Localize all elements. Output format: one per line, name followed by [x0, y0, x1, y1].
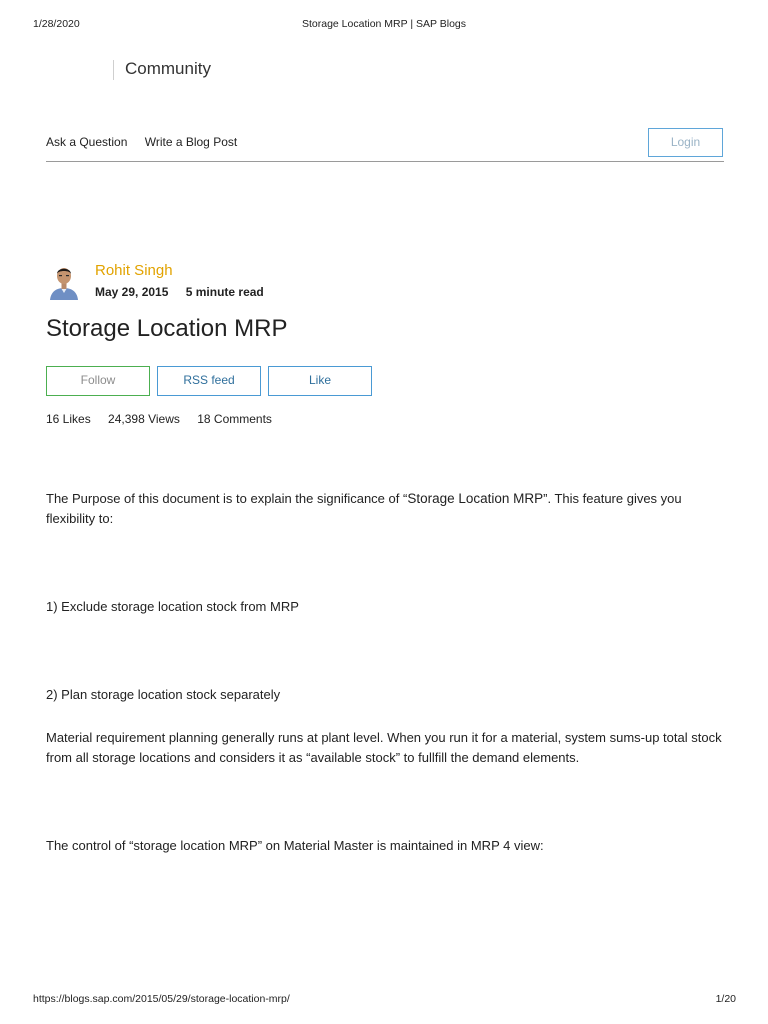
- post-meta: [95, 285, 278, 299]
- follow-button[interactable]: Follow: [46, 366, 150, 396]
- paragraph-purpose: [46, 489, 726, 529]
- top-nav: [46, 135, 251, 149]
- paragraph-plan: 2) Plan storage location stock separately: [46, 687, 281, 702]
- paragraph-exclude: 1) Exclude storage location stock from MRP: [46, 599, 299, 614]
- avatar-image: [46, 262, 82, 300]
- comments-count[interactable]: 18 Comments: [197, 412, 272, 426]
- author-name[interactable]: Rohit Singh: [95, 262, 173, 279]
- post-stats: [46, 412, 286, 426]
- post-title: Storage Location MRP: [46, 315, 288, 342]
- print-page-title: Storage Location MRP | SAP Blogs: [301, 18, 467, 30]
- write-blog-post-link[interactable]: Write a Blog Post: [144, 135, 238, 149]
- purpose-text-start: The Purpose of this document is to explain the significance of “: [46, 491, 408, 506]
- rss-feed-button[interactable]: RSS feed: [157, 366, 261, 396]
- brand-divider: [113, 60, 114, 80]
- ask-question-link[interactable]: Ask a Question: [46, 135, 128, 149]
- community-brand[interactable]: Community: [125, 59, 211, 78]
- paragraph-mrp4-view: The control of “storage location MRP” on Material Master is maintained in MRP 4 view:: [46, 838, 544, 853]
- nav-divider: [46, 161, 724, 162]
- read-time: 5 minute read: [185, 285, 264, 299]
- paragraph-mrp-explanation: Material requirement planning generally runs at plant level. When you run it for a material, system sums-up total stock from all storage locations and considers it as “available stock” to fullfill the demand elements.: [46, 730, 722, 765]
- print-page-number: 1/20: [715, 993, 736, 1005]
- like-button[interactable]: Like: [268, 366, 372, 396]
- purpose-text-end: ”. This feature gives you flexibility to:: [46, 491, 682, 526]
- views-count: 24,398 Views: [108, 412, 180, 426]
- likes-count: 16 Likes: [46, 412, 91, 426]
- print-url: https://blogs.sap.com/2015/05/29/storage-location-mrp/: [33, 993, 290, 1005]
- storage-location-mrp-term: Storage Location MRP: [407, 491, 544, 506]
- author-avatar[interactable]: [46, 262, 82, 300]
- post-date: May 29, 2015: [95, 285, 169, 299]
- login-button[interactable]: Login: [648, 128, 723, 157]
- print-date: 1/28/2020: [33, 18, 80, 30]
